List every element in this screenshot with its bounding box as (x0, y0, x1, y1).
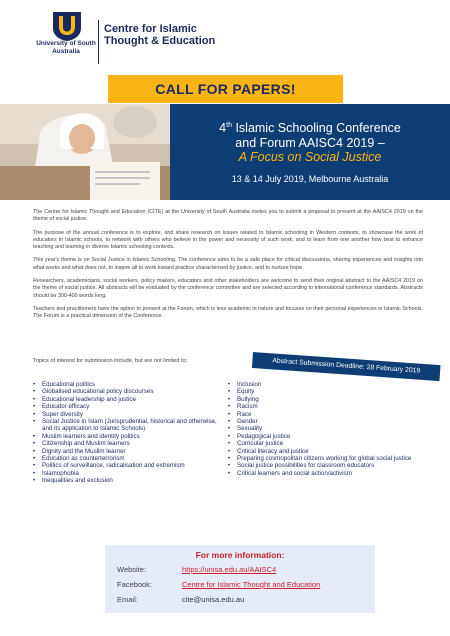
topic-item (33, 403, 218, 410)
centre-name (104, 23, 215, 47)
paragraph: Researchers, academicians, social workers, policy makers, educators and other stakeholders are welcome to send their original abstract to the AAISC4 2019 on the theme of social justice. All abstracts will be evaluated by the conference committee and are selected according to international conference standards. Abstracts should be 300-400 words long. (33, 278, 423, 299)
topic-item (228, 411, 423, 418)
topic-item (228, 433, 423, 440)
topic-item (33, 440, 218, 447)
bullet-icon: • (228, 432, 231, 440)
call-for-papers-banner: CALL FOR PAPERS! (108, 75, 343, 103)
centre-name-line2: Thought & Education (104, 35, 216, 47)
topic-label: Preparing cosmopolitan citizens working for global social justice (237, 455, 412, 463)
topic-item (33, 381, 218, 388)
hero (0, 104, 450, 200)
facebook-row (117, 580, 377, 589)
bullet-icon: • (33, 447, 36, 455)
topic-item (33, 455, 218, 462)
topic-item (228, 462, 423, 469)
student-writing-photo (0, 104, 170, 200)
topic-label: Pedagogical justice (237, 432, 291, 440)
topic-label: Social justice possibilities for classroom educators (237, 462, 375, 470)
topic-item (33, 477, 218, 484)
topic-item (33, 396, 218, 403)
paragraph: The purpose of the annual conference is to explore, and share research on issues related to Islamic schooling in Western contexts, to showcase the work of educators in Islamic schools, to network with others who believe in the power and necessity of such work, and to learn from one another how best to enhance teaching and learning in diverse Islamic schooling contexts. (33, 229, 423, 251)
bullet-icon: • (33, 462, 36, 470)
website-link[interactable]: https://unisa.edu.au/AAISC4 (182, 565, 277, 574)
website-row (117, 565, 377, 574)
topic-label: Race (237, 410, 252, 418)
title-ordinal: th (226, 122, 232, 129)
bullet-icon: • (228, 455, 231, 463)
facebook-link[interactable]: Centre for Islamic Thought and Education (182, 580, 321, 589)
topic-item (228, 455, 423, 462)
email-label: Email: (117, 595, 138, 604)
university-name: University of South Australia (36, 40, 96, 55)
deadline-banner: Abstract Submission Deadline: 28 February 2019 (252, 352, 441, 381)
topic-label: Racism (237, 403, 258, 411)
email-row (117, 595, 377, 604)
topic-label: Curricular justice (237, 440, 284, 448)
header (0, 0, 450, 72)
topic-item (33, 433, 218, 440)
topic-label: Gender (237, 418, 258, 426)
title-line2: and Forum AAISC4 2019 – (235, 136, 385, 151)
bullet-icon: • (33, 432, 36, 440)
topic-label: Educator efficacy (42, 403, 90, 411)
topic-label: Globalised educational policy discourses (42, 388, 154, 396)
bullet-icon: • (228, 388, 231, 396)
topic-item (228, 388, 423, 395)
bullet-icon: • (228, 381, 231, 388)
paragraph: This year's theme is on Social Justice in Islamic Schooling. The conference aims to be a safe place for critical discussions, sharing experiences and insights into what works and what does not, to inspire all to work toward practice characterised by justice, and to nurture hope. (33, 257, 423, 271)
bullet-icon: • (228, 440, 231, 448)
bullet-icon: • (228, 462, 231, 470)
university-crest-icon (50, 10, 84, 42)
bullet-icon: • (228, 403, 231, 411)
email-address[interactable]: cite@unisa.edu.au (182, 595, 245, 604)
topic-label: Education as counterterrorism (42, 455, 125, 463)
topic-label: Citizenship and Muslim learners (42, 440, 130, 448)
bullet-icon: • (33, 395, 36, 403)
topics-list-left (33, 381, 218, 485)
topic-item (228, 381, 423, 388)
topic-label: Muslim learners and identity politics (42, 432, 140, 440)
paragraph: The Centre for Islamic Thought and Education (CITE) at the University of South Australia invites you to submit a proposal to present at the AAISC4 2019 on the theme of social justice. (33, 209, 423, 223)
bullet-icon: • (33, 455, 36, 463)
topic-label: Sexuality (237, 425, 263, 433)
info-heading: For more information: (195, 550, 285, 560)
conference-panel (170, 104, 450, 200)
topics-intro: Topics of interest for submission include, but are not limited to; (33, 358, 188, 364)
topic-label: Super diversity (42, 410, 83, 418)
topic-item (228, 403, 423, 410)
topic-item (228, 396, 423, 403)
topic-item (228, 440, 423, 447)
paragraph: Teachers and practitioners have the option to present at the Forum, which is less academic in nature and focuses on their personal experiences in Islamic Schools. The Forum is a practical dimension of the Conference. (33, 305, 423, 320)
conference-title (170, 118, 450, 151)
header-divider (98, 20, 99, 64)
conference-theme: A Focus on Social Justice (238, 150, 382, 164)
topic-item (228, 470, 423, 477)
centre-name-line1: Centre for Islamic (104, 23, 197, 35)
bullet-icon: • (33, 410, 36, 418)
bullet-icon: • (33, 440, 36, 448)
website-label: Website: (117, 565, 147, 574)
title-text: Islamic Schooling Conference (231, 121, 401, 136)
topic-label: Islamophobia (42, 469, 79, 477)
topic-label: Politics of surveillance, radicalisation and extremism (42, 462, 185, 470)
topic-label: Inequalities and exclusion (42, 477, 113, 485)
bullet-icon: • (228, 447, 231, 455)
facebook-label: Facebook: (117, 580, 153, 589)
topic-item (33, 470, 218, 477)
conference-dates: 13 & 14 July 2019, Melbourne Australia (231, 174, 389, 184)
bullet-icon: • (228, 418, 231, 426)
intro-text (33, 209, 423, 327)
topic-label: Critical literacy and justice (237, 447, 309, 455)
topic-label: Equity (237, 388, 255, 396)
topic-item (33, 462, 218, 469)
bullet-icon: • (33, 477, 36, 485)
topic-item (33, 418, 218, 433)
topic-item (33, 448, 218, 455)
bullet-icon: • (33, 418, 36, 426)
bullet-icon: • (228, 410, 231, 418)
topic-label: Educational leadership and justice (42, 395, 136, 403)
topic-item (228, 448, 423, 455)
bullet-icon: • (228, 395, 231, 403)
bullet-icon: • (33, 388, 36, 396)
info-box (105, 545, 375, 613)
topic-item (228, 425, 423, 432)
topic-label: Social Justice in Islam (Jurisprudential, historical and otherwise, and its application to Islamic Schools) (42, 418, 217, 433)
topic-item (33, 411, 218, 418)
bullet-icon: • (33, 403, 36, 411)
topic-label: Dignity and the Muslim learner (42, 447, 126, 455)
bullet-icon: • (33, 381, 36, 388)
topic-item (228, 418, 423, 425)
title-number: 4 (219, 121, 227, 136)
topic-label: Critical learners and social action/activism (237, 469, 352, 477)
bullet-icon: • (228, 469, 231, 477)
topic-item (33, 388, 218, 395)
topic-label: Bullying (237, 395, 259, 403)
bullet-icon: • (228, 425, 231, 433)
bullet-icon: • (33, 469, 36, 477)
topics-list-right (228, 381, 423, 477)
topic-label: Educational politics (42, 381, 95, 388)
topic-label: Inclusion (237, 381, 262, 388)
